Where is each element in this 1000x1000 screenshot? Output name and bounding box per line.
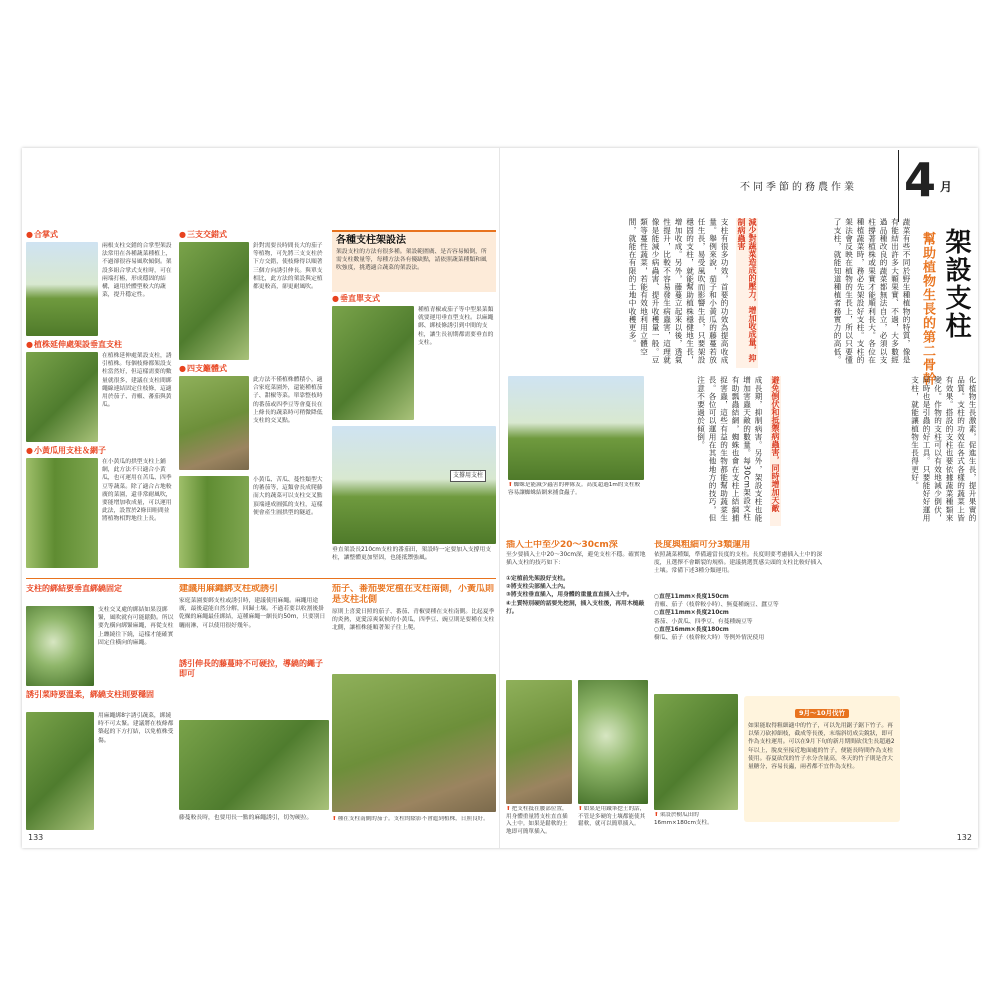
tip-text: 如果能取得粗細適中的竹子，可以先用鋸子鋸下竹子。再以柴刀砍掉細枝，截成等長後，末端斜切成尖銳狀，即可作為支柱運用。可以在9月下旬的新月期間砍伐生長超過2年以上，脫皮至接近地面處的竹子，便能長時間作為支柱使用。春夏砍伐的竹子水分含量高，冬天的竹子則是含大量糖分，容易長蟲，兩者都不宜作為支柱。 [748, 723, 895, 771]
page-number-right: 132 [956, 833, 972, 842]
section-heading: 避免倒伏和抵禦病蟲害，同時增加天敵 [770, 376, 781, 526]
size-use: 樹瓜、茄子（枝幹較大時）等例外情況使用 [654, 635, 765, 642]
photo-caption: ⬆ 種在支柱南側的茄子。支柱的陰影不會遮到植株，日照良好。 [332, 816, 496, 836]
size-item: ○直徑11mm×長度150cm [654, 594, 729, 600]
section-title: ● 合掌式 [26, 230, 176, 240]
photo-spider [508, 376, 644, 480]
subsection-title: 誘引伸長的藤蔓時不可硬拉，導繞的繩子即可 [179, 659, 323, 678]
photo-tomato-field [332, 426, 496, 544]
photo-iron-rod [578, 680, 648, 804]
tip-box [744, 696, 900, 822]
photo-caption: ⬆ 蜘蛛是能減少蟲害的神隊友。高度超過1m的支柱較容易讓蜘蛛結網來捕食蟲子。 [508, 482, 644, 522]
magazine-spread [22, 148, 978, 848]
section-title: 誘引菜時要溫柔，綁繞支柱則要穩固 [26, 690, 154, 699]
section-title: 支柱的綁結要垂直綁繞固定 [26, 584, 122, 593]
tip-title: 9月～10月伐竹 [795, 709, 849, 718]
section-text: 用麻繩綁8字誘引蔬菜，綁繞時不可太緊。建議將在枝條都築起的下方打結，以免植株受傷。 [98, 713, 174, 744]
section-hemp-rope [179, 584, 329, 838]
month-unit: 月 [940, 180, 953, 194]
month-number: 4 [904, 153, 937, 207]
section-text: 至少要插入土中20～30cm深，避免支柱不穩。確實地插入支柱的技巧如下： [506, 552, 646, 567]
section-text: 此方法不僅植株體積小，適合家庭菜園外，還能種植茄子、甜椒等菜。單靠整枝時的番茄或四季豆等會蔓長在上條長的蔬菜時可稍微降低支柱的交叉點。 [253, 377, 323, 425]
right-page [500, 148, 978, 848]
photo-melon-field [654, 694, 738, 810]
section-text: 支柱交叉處的綁結如果沒綁緊，風吹就有可能鬆動。所以要先橫向綁緊麻繩，再從支柱上纏繞往下繞，這樣才能確實固定住橫向的麻繩。 [98, 607, 174, 646]
section-text: 原則上喜愛日照的茄子、番茄、青椒要種在支柱南側。比起夏季的炎熱，更愛涼爽氣候的小黃瓜，四季豆、豌豆則是要種在支柱北側，讓植株能順著架子往上爬。 [332, 609, 495, 632]
photo-extend [26, 352, 98, 442]
section-body-continued: 成長期，抑制病害。另外，架設支柱也能增加害蟲天敵的數量。每30cm架設支柱有助瓢蟲結網，蜘蛛也會在支柱上結網捕捉害蟲，這些有益的生物都能幫助蔬菜生長。各位可以運用在其他地方的技巧，但注意不要過於傾倒。 [696, 376, 763, 522]
photo-eggplant-south [332, 674, 496, 812]
page-subtitle: 幫助植物生長的第二骨幹 [920, 232, 935, 386]
section-vertical-single [332, 294, 496, 422]
section-arch [179, 474, 329, 570]
section-title: ● 四支籬體式 [179, 364, 329, 374]
section-extend-vertical [26, 340, 176, 444]
section-title: ● 垂直單支式 [332, 294, 496, 304]
photo-caption: ⬆ 架設於樹瓜田的16mm×180cm支柱。 [654, 812, 738, 842]
section-title: ● 小黃瓜用支柱＆網子 [26, 446, 176, 456]
page-number-left: 133 [28, 833, 44, 842]
step-item: ④土質特別硬的話要先挖洞，插入支柱後，再用木槌敲打。 [506, 600, 645, 615]
section-title: 各種支柱架設法 [336, 235, 406, 246]
section-text: 小黃瓜、苦瓜、蔓性類型大的蕃茄等，這類會長成爬藤而大的蔬菜可以支柱交叉點頂端連成圓弧的支柱，這樣便會產生圓拱型的隧道。 [253, 477, 323, 516]
size-item: ○直徑16mm×長度180cm [654, 626, 729, 633]
section-three-cross [179, 230, 329, 362]
section-four-fence [179, 364, 329, 472]
section-title: 插入土中至少20～30cm深 [506, 540, 618, 550]
section-title: 建議用麻繩綁支柱或誘引 [179, 584, 279, 594]
photo-vertical-single [332, 306, 414, 420]
photo-knot [26, 606, 94, 686]
section-text: 種植青椒或茄子等中型果菜類就要運用垂直型支柱。以麻繩綁、綁枝條誘引到中間的支柱，讓生長初期都需要垂直的支柱。 [418, 307, 494, 346]
section-gassho [26, 230, 176, 338]
section-body: 支柱有很多功效，首要的功效為提高收成量。舉例來說，茄子和小黃瓜的藤蔓若放任生長，易受風吹而影響生長，只要架設穩固的支柱，就能幫助植株穩健地生長，增加收成。另外，藤蔓立起來以後，透氣性提升，比較不容易發生病蟲害，這理就像是能減少病蟲害、提升收穫量一般。豆類等蔓性蔬菜，若能有效地利用立體空間，就能在有限的土地中收穫更多。 [628, 218, 729, 364]
section-insert-depth [506, 540, 648, 678]
page-title: 架設支柱 [941, 228, 971, 340]
photo-caption: 垂直架設長210cm支柱的番茄田，架設時一定要加入支撐用支柱，讓整體更加堅固，也能抵禦強風。 [332, 547, 492, 562]
step-item: ②將支柱尖部插入土內。 [506, 584, 569, 591]
section-title: ● 三支交錯式 [179, 230, 329, 240]
section-title: ● 植株延伸處架設垂直支柱 [26, 340, 176, 350]
step-item: ③將支柱垂直插入，用身體的重量直直插入土中。 [506, 592, 633, 599]
section-heading: 減少對蔬菜造成的壓力，增加收成量，抑制病蟲害 [736, 218, 758, 368]
section-methods-intro [332, 230, 496, 292]
section-title: 長度與粗細可分3類運用 [654, 540, 751, 550]
photo-four-fence [179, 376, 249, 470]
photo-gentle-tie [26, 712, 94, 830]
header-rule [898, 150, 899, 222]
section-cucumber-net [26, 446, 176, 570]
section-gentle-tie [26, 690, 176, 838]
section-text: 在植株延伸處架設支柱，誘引植株。每個枝條都架設支柱當然好，但這樣需要的數量就很多，建議在支柱間綁繩線連結固定住枝條，這適用於茄子、青椒、蕃茄與黃瓜。 [102, 353, 172, 409]
photo-cucumber-net [26, 458, 98, 568]
photo-insert-pole [506, 680, 572, 804]
support-pole-label: 支撐用支柱 [450, 470, 486, 482]
photo-three-cross [179, 242, 249, 360]
photo-gassho [26, 242, 98, 336]
section-body: 化植物生長激素，促進生長，提升果實的品質。支柱的功效在各式各樣的蔬菜上皆有效果。搭設的支柱也要依據蔬菜種類來變化。作物的支柱可以有效地減少倒伏，同時也是引蟲的好工具。只要能好好運用支柱，就能讓植物生長得更好。 [910, 376, 977, 522]
photo-vines [179, 720, 329, 810]
step-item: ①定植前先架設好支柱。 [506, 576, 569, 582]
size-use: 青椒、茄子（枝幹較小時）、無蔓種豌豆、蠶豆等 [654, 602, 779, 609]
photo-caption: 藤蔓較長時，也要用長一點的麻繩誘引，切勿硬拉。 [179, 815, 313, 821]
section-knot [26, 584, 176, 688]
left-page [22, 148, 500, 848]
section-title: 茄子、番茄要定植在支柱南側，小黃瓜則是支柱北側 [332, 584, 495, 605]
photo-caption: ⬆ 如果是用鐵筆挖土的話，不管是多硬的土壤都能使其鬆軟，就可以簡單插入。 [578, 806, 648, 846]
section-text: 架設支柱的方法有很多種。架設範圍廣、是否容易傾倒，所需支柱數量等，每種方法各有優缺點，請依照蔬菜種類和風吹強度，挑選適合蔬菜的架設法。 [336, 249, 487, 272]
photo-arch [179, 476, 249, 568]
section-south-north [332, 584, 496, 838]
photo-caption: ⬆ 把支柱抵在腰部位置，用身體重量將支柱直直插入土中。如果是鬆軟的土地即可簡單插入。 [506, 806, 572, 846]
series-label: 不同季節的務農作業 [740, 182, 857, 193]
intro-text: 蔬菜有些不同於野生種植物的特質，像是有能結出許多大顆果實、不過，大多數經過品種改良的蔬菜都無法自立，必須以支柱撐著植株或果實才能順利長大。各位在種植蔬菜時，務必先架設好支柱。支柱的架法會反映在植物的生長上，所以只要懂了支柱，就能知道種植者務實力的高低。 [833, 218, 911, 364]
section-text: 家庭菜園要綁支柱或誘引時，建議使用麻繩。麻繩用途廣，最後還能自然分解，回歸土壤。不過若要以收割後掛乾燥的麻繩最佳綁結，這種麻繩一綑長約50m，只要別日曬雨淋，可以使用很好幾年。 [179, 598, 326, 629]
size-use: 番茄、小黃瓜、四季豆、有蔓種豌豆等 [654, 618, 753, 625]
divider [26, 578, 496, 579]
size-item: ○直徑11mm×長度210cm [654, 610, 729, 617]
section-text: 兩根支柱交錯的合掌型架設法常用在各種蔬菜種植上，不過卻很容易風吹傾倒。架設多組合掌式支柱時，可在兩端打樁，形成穩固的結構，適用於體型較大的蔬菜，提升穩定性。 [102, 243, 172, 299]
section-tomato-field [332, 426, 496, 570]
section-text: 在小黃瓜的拱型支柱上鋪網，此方法不只適合小黃瓜，也可運用在苦瓜、四季豆等蔬菜。除了適合占地較廣的菜園，還非常耐風吹，要能增加收成量，可以運用此法，設置於2條田畦間並將植物相對地往上長。 [102, 459, 172, 523]
section-text: 針對需要長時間長大的茄子等植物，可先將三支支柱於下方交錯，使枝條得以順著三個方向誘引伸長。與單支相比，此方法的架設與定植都更較高，卻更耐風吹。 [253, 243, 323, 291]
section-text: 依照蔬菜種類，準備適當長度的支柱。長度則要考慮插入土中的深度，且選擇不會斷裂的規格。建議挑選質感尖頭的支柱比較好插入土壤。常備下述3種分類運用。 [654, 552, 823, 575]
section-lengths [654, 540, 824, 690]
